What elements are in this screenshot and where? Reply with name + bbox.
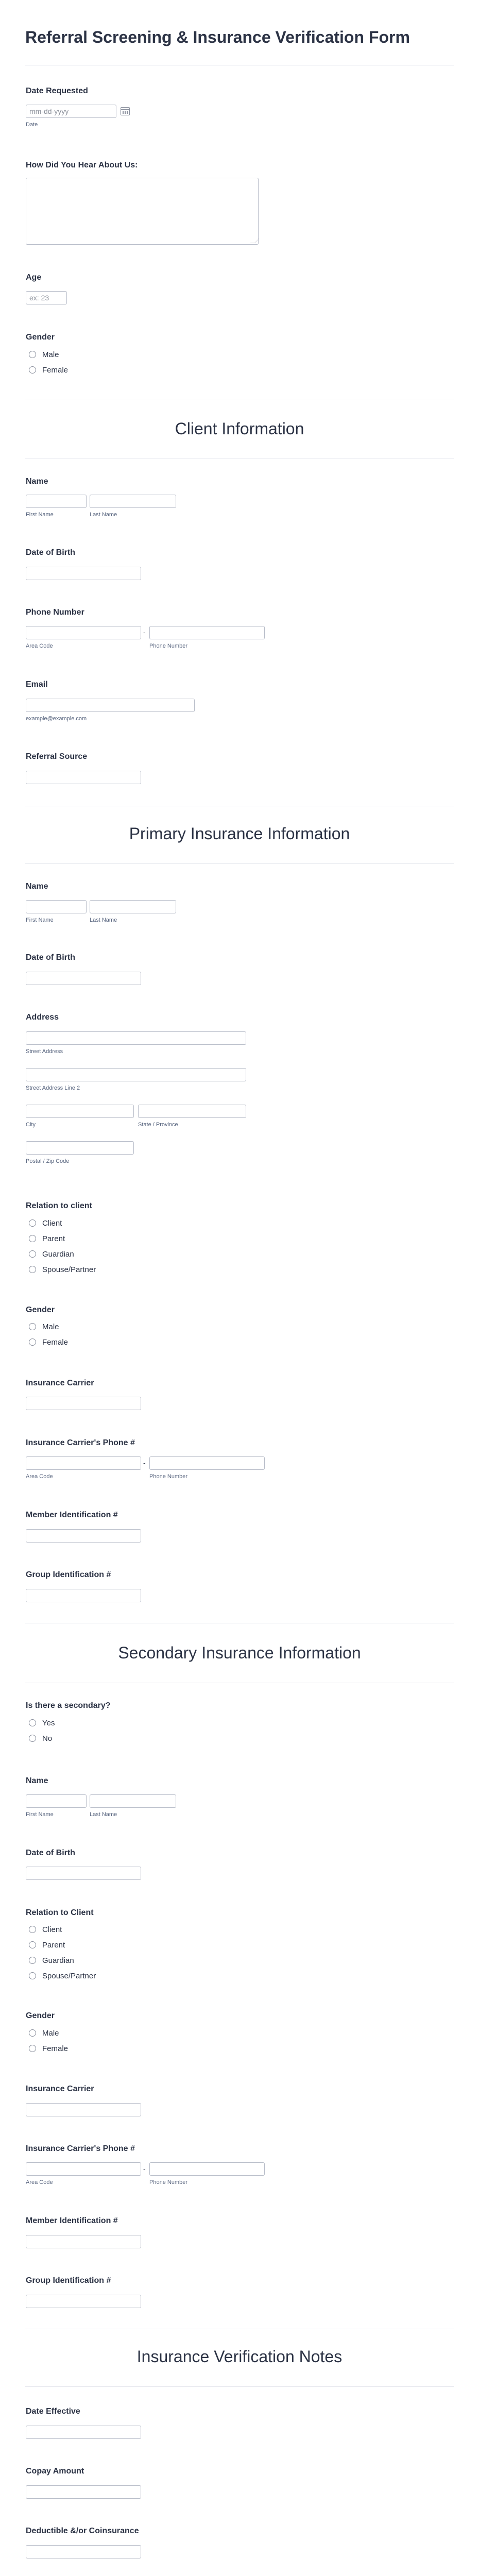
area-code-sublabel: Area Code — [26, 1473, 53, 1480]
area-code-sublabel: Area Code — [26, 2179, 53, 2185]
secondary-section-title: Secondary Insurance Information — [118, 1643, 361, 1662]
client-email-input[interactable] — [26, 699, 195, 712]
referral-source-input[interactable] — [26, 771, 141, 784]
gender-option-female[interactable]: Female — [29, 1337, 68, 1347]
radio-icon[interactable] — [29, 1250, 36, 1258]
state-input[interactable] — [138, 1105, 246, 1118]
copay-amount-input[interactable] — [26, 2485, 141, 2499]
primary-carrier-input[interactable] — [26, 1397, 141, 1410]
radio-icon[interactable] — [29, 2045, 36, 2052]
gender-option-male[interactable]: Male — [29, 2028, 59, 2038]
client-last-name-input[interactable] — [90, 495, 176, 508]
client-email-label: Email — [26, 680, 48, 689]
date-effective-input[interactable] — [26, 2426, 141, 2439]
relation-option-client[interactable]: Client — [29, 1218, 62, 1228]
date-requested-input[interactable] — [26, 105, 116, 118]
primary-section-title: Primary Insurance Information — [129, 824, 350, 843]
primary-name-label: Name — [26, 882, 48, 891]
primary-carrier-area-code-input[interactable] — [26, 1456, 141, 1470]
first-name-sublabel: First Name — [26, 917, 54, 923]
secondary-carrier-phone-input[interactable] — [149, 2162, 265, 2176]
client-first-name-input[interactable] — [26, 495, 87, 508]
heard-about-label: How Did You Hear About Us: — [26, 161, 138, 170]
date-requested-label: Date Requested — [26, 87, 88, 95]
phone-dash: - — [143, 628, 146, 636]
relation-option-parent[interactable]: Parent — [29, 1233, 65, 1244]
secondary-member-id-input[interactable] — [26, 2235, 141, 2248]
area-code-sublabel: Area Code — [26, 643, 53, 649]
primary-group-id-label: Group Identification # — [26, 1570, 111, 1579]
street-address-2-input[interactable] — [26, 1068, 246, 1081]
date-sublabel: Date — [26, 122, 38, 128]
zip-input[interactable] — [26, 1141, 134, 1155]
client-section-title: Client Information — [175, 419, 304, 438]
phone-number-sublabel: Phone Number — [149, 643, 187, 649]
primary-member-id-input[interactable] — [26, 1529, 141, 1543]
city-sublabel: City — [26, 1122, 36, 1128]
radio-icon[interactable] — [29, 1323, 36, 1330]
relation-option-spouse[interactable]: Spouse/Partner — [29, 1971, 96, 1981]
city-input[interactable] — [26, 1105, 134, 1118]
radio-icon[interactable] — [29, 1957, 36, 1964]
phone-number-sublabel: Phone Number — [149, 1473, 187, 1480]
primary-gender-label: Gender — [26, 1306, 55, 1314]
last-name-sublabel: Last Name — [90, 917, 117, 923]
radio-icon[interactable] — [29, 1941, 36, 1948]
client-dob-input[interactable] — [26, 567, 141, 580]
radio-icon[interactable] — [29, 1719, 36, 1726]
client-phone-label: Phone Number — [26, 608, 84, 617]
last-name-sublabel: Last Name — [90, 1811, 117, 1818]
secondary-carrier-area-code-input[interactable] — [26, 2162, 141, 2176]
primary-dob-input[interactable] — [26, 972, 141, 985]
secondary-member-id-label: Member Identification # — [26, 2216, 118, 2225]
secondary-relation-label: Relation to Client — [26, 1908, 94, 1917]
secondary-carrier-input[interactable] — [26, 2103, 141, 2116]
radio-icon[interactable] — [29, 366, 36, 374]
street-address-input[interactable] — [26, 1031, 246, 1045]
gender-option-male[interactable]: Male — [29, 349, 59, 360]
relation-option-guardian[interactable]: Guardian — [29, 1249, 74, 1259]
last-name-sublabel: Last Name — [90, 512, 117, 518]
radio-icon[interactable] — [29, 351, 36, 358]
deductible-input[interactable] — [26, 2545, 141, 2558]
divider — [25, 863, 454, 864]
gender-option-male[interactable]: Male — [29, 1321, 59, 1332]
secondary-carrier-phone-label: Insurance Carrier's Phone # — [26, 2144, 135, 2153]
primary-carrier-phone-input[interactable] — [149, 1456, 265, 1470]
relation-option-client[interactable]: Client — [29, 1924, 62, 1935]
radio-icon[interactable] — [29, 1266, 36, 1273]
radio-icon[interactable] — [29, 1338, 36, 1346]
client-phone-number-input[interactable] — [149, 626, 265, 639]
secondary-gender-label: Gender — [26, 2011, 55, 2020]
is-secondary-label: Is there a secondary? — [26, 1701, 111, 1710]
first-name-sublabel: First Name — [26, 1811, 54, 1818]
phone-dash: - — [143, 2164, 146, 2173]
primary-dob-label: Date of Birth — [26, 953, 75, 962]
street2-sublabel: Street Address Line 2 — [26, 1085, 80, 1091]
divider — [25, 2386, 454, 2387]
gender-option-female[interactable]: Female — [29, 365, 68, 375]
email-sublabel: example@example.com — [26, 716, 87, 722]
heard-about-textarea[interactable] — [26, 178, 259, 245]
secondary-group-id-label: Group Identification # — [26, 2276, 111, 2285]
radio-icon[interactable] — [29, 1235, 36, 1242]
deductible-label: Deductible &/or Coinsurance — [26, 2527, 139, 2535]
referral-source-label: Referral Source — [26, 752, 88, 761]
secondary-dob-label: Date of Birth — [26, 1849, 75, 1857]
first-name-sublabel: First Name — [26, 512, 54, 518]
secondary-carrier-label: Insurance Carrier — [26, 2084, 94, 2093]
radio-icon[interactable] — [29, 1926, 36, 1933]
relation-option-parent[interactable]: Parent — [29, 1940, 65, 1950]
radio-icon[interactable] — [29, 2029, 36, 2037]
calendar-icon[interactable] — [121, 107, 130, 115]
phone-number-sublabel: Phone Number — [149, 2179, 187, 2185]
secondary-group-id-input[interactable] — [26, 2295, 141, 2308]
primary-member-id-label: Member Identification # — [26, 1511, 118, 1519]
primary-address-label: Address — [26, 1013, 59, 1022]
street-sublabel: Street Address — [26, 1048, 63, 1055]
age-input[interactable] — [26, 291, 67, 304]
secondary-option-no[interactable]: No — [29, 1733, 52, 1743]
secondary-last-name-input[interactable] — [90, 1794, 176, 1808]
date-effective-label: Date Effective — [26, 2407, 80, 2416]
notes-section-title: Insurance Verification Notes — [136, 2347, 343, 2366]
gender-option-female[interactable]: Female — [29, 2043, 68, 2054]
client-area-code-input[interactable] — [26, 626, 141, 639]
client-dob-label: Date of Birth — [26, 548, 75, 557]
age-label: Age — [26, 273, 42, 282]
radio-icon[interactable] — [29, 1972, 36, 1979]
primary-last-name-input[interactable] — [90, 900, 176, 913]
radio-icon[interactable] — [29, 1219, 36, 1227]
primary-first-name-input[interactable] — [26, 900, 87, 913]
relation-option-guardian[interactable]: Guardian — [29, 1955, 74, 1965]
client-name-label: Name — [26, 477, 48, 486]
primary-carrier-phone-label: Insurance Carrier's Phone # — [26, 1438, 135, 1447]
primary-group-id-input[interactable] — [26, 1589, 141, 1602]
relation-option-spouse[interactable]: Spouse/Partner — [29, 1264, 96, 1275]
form-title: Referral Screening & Insurance Verification Form — [25, 28, 410, 46]
copay-amount-label: Copay Amount — [26, 2467, 84, 2476]
radio-icon[interactable] — [29, 1735, 36, 1742]
gender-label: Gender — [26, 333, 55, 342]
state-sublabel: State / Province — [138, 1122, 178, 1128]
primary-carrier-label: Insurance Carrier — [26, 1379, 94, 1387]
secondary-dob-input[interactable] — [26, 1867, 141, 1880]
secondary-option-yes[interactable]: Yes — [29, 1718, 55, 1728]
zip-sublabel: Postal / Zip Code — [26, 1158, 70, 1164]
primary-relation-label: Relation to client — [26, 1201, 92, 1210]
secondary-name-label: Name — [26, 1776, 48, 1785]
phone-dash: - — [143, 1459, 146, 1467]
secondary-first-name-input[interactable] — [26, 1794, 87, 1808]
